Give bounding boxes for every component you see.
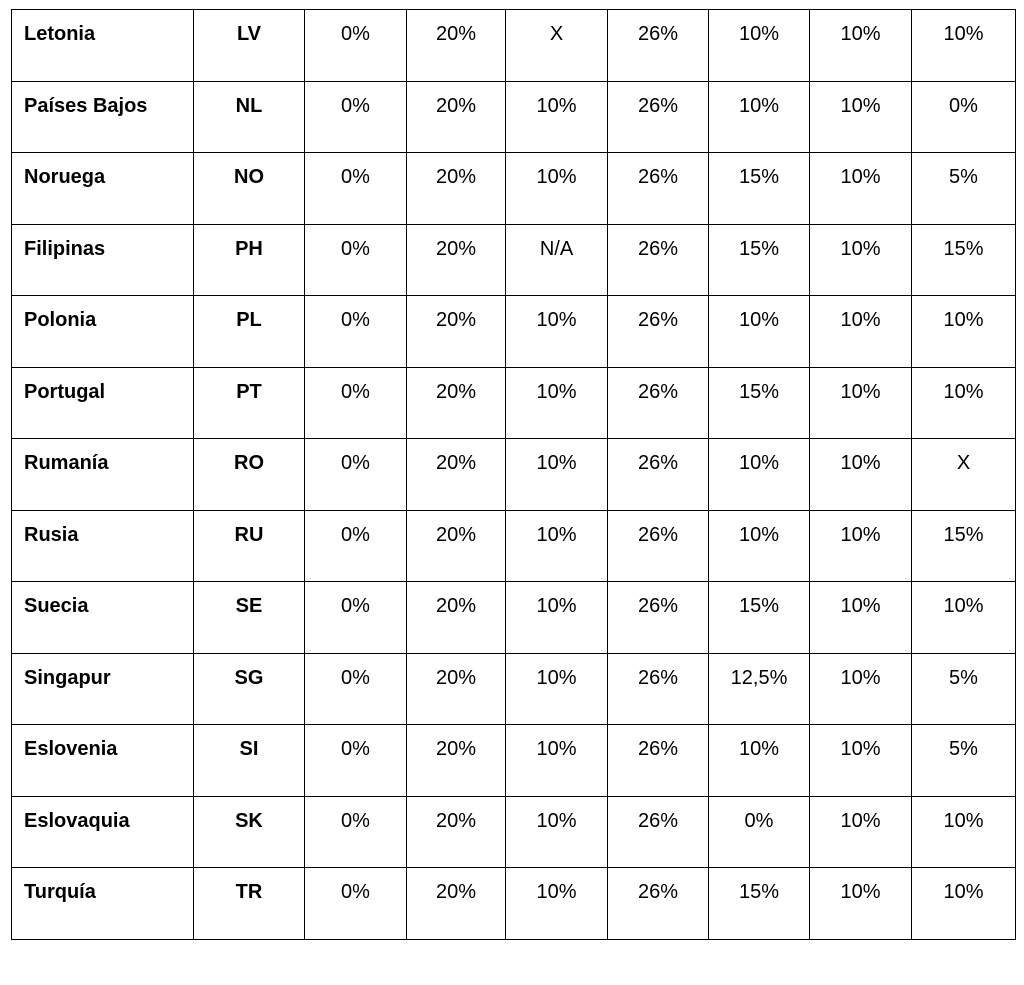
rate-cell: 10% xyxy=(810,510,912,582)
rate-cell: 20% xyxy=(407,653,506,725)
rate-cell: 0% xyxy=(709,796,810,868)
rate-cell: 10% xyxy=(506,439,608,511)
rate-cell: 20% xyxy=(407,510,506,582)
country-name-cell: Eslovenia xyxy=(12,725,194,797)
country-rates-table xyxy=(11,9,1016,940)
rate-cell: 5% xyxy=(912,653,1016,725)
rate-cell: 20% xyxy=(407,439,506,511)
rate-cell: 10% xyxy=(912,296,1016,368)
rate-cell: 20% xyxy=(407,582,506,654)
country-code-cell: RO xyxy=(194,439,305,511)
table-row xyxy=(12,296,1016,368)
rate-cell: 10% xyxy=(506,582,608,654)
rate-cell: 10% xyxy=(709,725,810,797)
rate-cell: 26% xyxy=(608,796,709,868)
country-name-cell: Eslovaquia xyxy=(12,796,194,868)
rate-cell: 20% xyxy=(407,725,506,797)
rate-cell: 26% xyxy=(608,439,709,511)
rate-cell: 10% xyxy=(810,367,912,439)
country-code-cell: RU xyxy=(194,510,305,582)
country-name-cell: Filipinas xyxy=(12,224,194,296)
rate-cell: 15% xyxy=(709,582,810,654)
rate-cell: 26% xyxy=(608,725,709,797)
table-row xyxy=(12,10,1016,82)
rate-cell: 26% xyxy=(608,10,709,82)
rate-cell: 10% xyxy=(810,224,912,296)
rate-cell: 10% xyxy=(912,367,1016,439)
rate-cell: 10% xyxy=(506,296,608,368)
rate-cell: 26% xyxy=(608,81,709,153)
country-code-cell: SG xyxy=(194,653,305,725)
rate-cell: 5% xyxy=(912,725,1016,797)
rate-cell: 10% xyxy=(506,725,608,797)
rate-cell: 10% xyxy=(709,10,810,82)
rate-cell: 26% xyxy=(608,510,709,582)
rate-cell: 26% xyxy=(608,653,709,725)
rate-cell: 10% xyxy=(709,510,810,582)
rate-cell: 0% xyxy=(305,439,407,511)
country-name-cell: Suecia xyxy=(12,582,194,654)
rate-cell: 10% xyxy=(709,439,810,511)
country-code-cell: PH xyxy=(194,224,305,296)
rate-cell: 0% xyxy=(305,81,407,153)
rate-cell: 26% xyxy=(608,153,709,225)
rate-cell: 0% xyxy=(305,796,407,868)
rate-cell: 0% xyxy=(305,153,407,225)
table-row xyxy=(12,224,1016,296)
country-code-cell: TR xyxy=(194,868,305,940)
rate-cell: 10% xyxy=(810,582,912,654)
country-code-cell: LV xyxy=(194,10,305,82)
country-name-cell: Rusia xyxy=(12,510,194,582)
rate-cell: 10% xyxy=(810,868,912,940)
country-name-cell: Noruega xyxy=(12,153,194,225)
table-row xyxy=(12,582,1016,654)
rate-cell: 10% xyxy=(506,653,608,725)
table-row xyxy=(12,868,1016,940)
country-name-cell: Rumanía xyxy=(12,439,194,511)
rate-cell: 20% xyxy=(407,868,506,940)
country-code-cell: SE xyxy=(194,582,305,654)
table-row xyxy=(12,796,1016,868)
table-row xyxy=(12,510,1016,582)
rate-cell: 0% xyxy=(305,10,407,82)
rate-cell: 10% xyxy=(912,796,1016,868)
rate-cell: 10% xyxy=(506,796,608,868)
rate-cell: 20% xyxy=(407,81,506,153)
rate-cell: 12,5% xyxy=(709,653,810,725)
country-name-cell: Portugal xyxy=(12,367,194,439)
rate-cell: 10% xyxy=(810,153,912,225)
rate-cell: 10% xyxy=(810,296,912,368)
rate-cell: 20% xyxy=(407,367,506,439)
rate-cell: 10% xyxy=(506,81,608,153)
rate-cell: 10% xyxy=(709,296,810,368)
rate-cell: 10% xyxy=(709,81,810,153)
table-row xyxy=(12,439,1016,511)
rate-cell: 26% xyxy=(608,296,709,368)
rate-cell: 26% xyxy=(608,868,709,940)
rate-cell: 20% xyxy=(407,10,506,82)
rate-cell: 10% xyxy=(912,582,1016,654)
rate-cell: N/A xyxy=(506,224,608,296)
country-name-cell: Polonia xyxy=(12,296,194,368)
table-row xyxy=(12,367,1016,439)
country-code-cell: PT xyxy=(194,367,305,439)
table-row xyxy=(12,653,1016,725)
table-body xyxy=(12,10,1016,940)
rate-cell: 10% xyxy=(810,81,912,153)
country-name-cell: Letonia xyxy=(12,10,194,82)
rate-cell: 10% xyxy=(810,653,912,725)
rate-cell: 10% xyxy=(506,510,608,582)
rate-cell: 0% xyxy=(305,868,407,940)
rate-cell: 20% xyxy=(407,296,506,368)
rate-cell: 0% xyxy=(305,296,407,368)
rate-cell: 0% xyxy=(305,367,407,439)
rate-cell: 0% xyxy=(305,510,407,582)
rate-cell: 0% xyxy=(305,582,407,654)
rate-cell: 5% xyxy=(912,153,1016,225)
rate-cell: X xyxy=(912,439,1016,511)
country-code-cell: NL xyxy=(194,81,305,153)
country-code-cell: PL xyxy=(194,296,305,368)
rate-cell: 10% xyxy=(810,796,912,868)
rate-cell: X xyxy=(506,10,608,82)
rate-cell: 10% xyxy=(912,10,1016,82)
country-code-cell: SK xyxy=(194,796,305,868)
rate-cell: 26% xyxy=(608,224,709,296)
country-code-cell: NO xyxy=(194,153,305,225)
rate-cell: 15% xyxy=(912,224,1016,296)
rate-cell: 26% xyxy=(608,367,709,439)
table-row xyxy=(12,81,1016,153)
table-row xyxy=(12,725,1016,797)
rate-cell: 15% xyxy=(709,868,810,940)
rate-cell: 15% xyxy=(709,224,810,296)
rate-cell: 10% xyxy=(810,10,912,82)
rate-cell: 20% xyxy=(407,224,506,296)
rate-cell: 20% xyxy=(407,153,506,225)
rate-cell: 0% xyxy=(305,725,407,797)
rate-cell: 0% xyxy=(912,81,1016,153)
country-name-cell: Países Bajos xyxy=(12,81,194,153)
rate-cell: 10% xyxy=(912,868,1016,940)
rate-cell: 15% xyxy=(912,510,1016,582)
rate-cell: 20% xyxy=(407,796,506,868)
rate-cell: 26% xyxy=(608,582,709,654)
country-name-cell: Singapur xyxy=(12,653,194,725)
rate-cell: 10% xyxy=(810,439,912,511)
country-name-cell: Turquía xyxy=(12,868,194,940)
rate-cell: 0% xyxy=(305,224,407,296)
rate-cell: 10% xyxy=(810,725,912,797)
rate-cell: 10% xyxy=(506,868,608,940)
table-row xyxy=(12,153,1016,225)
rate-cell: 10% xyxy=(506,153,608,225)
rate-cell: 15% xyxy=(709,153,810,225)
rate-cell: 10% xyxy=(506,367,608,439)
country-code-cell: SI xyxy=(194,725,305,797)
rate-cell: 15% xyxy=(709,367,810,439)
rate-cell: 0% xyxy=(305,653,407,725)
